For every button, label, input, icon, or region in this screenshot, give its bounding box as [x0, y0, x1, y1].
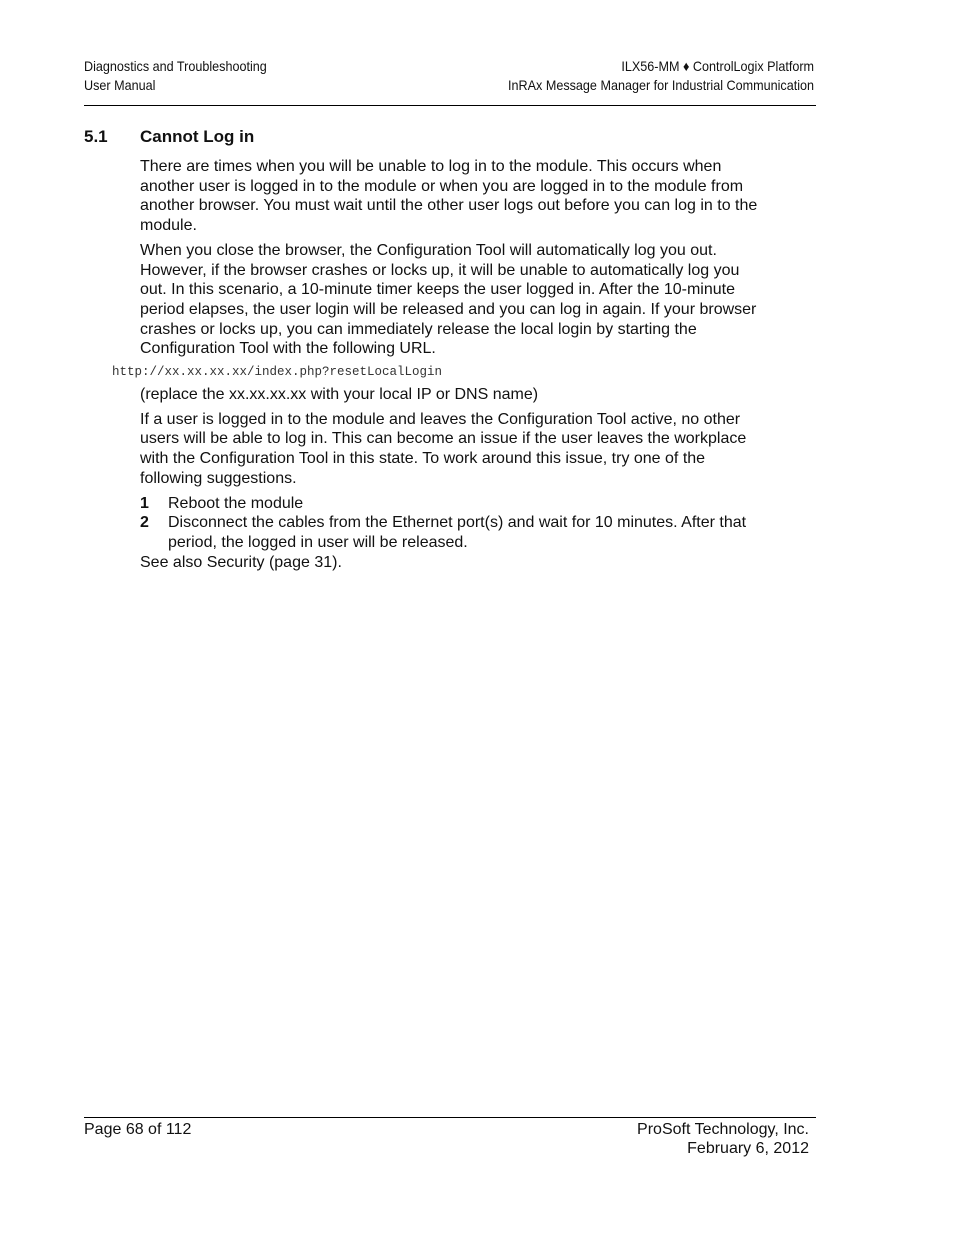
footer-divider [84, 1117, 816, 1118]
header-left [84, 57, 267, 95]
header-product-platform: ILX56-MM ♦ ControlLogix Platform [621, 58, 814, 74]
section-heading [84, 127, 254, 147]
body-block-bottom [140, 385, 760, 577]
step-number: 1 [140, 494, 149, 512]
section-number: 5.1 [84, 127, 108, 146]
paragraph-2: When you close the browser, the Configuration Tool will automatically log you out. However, if the browser crashes or locks up, it will be unable to automatically log you out. In this scenario, a 10-minute timer keeps the user logged in. After the 10-minute period elapses, the user login will be released and you can log in again. If your browser crashes or locks up, you can immediately release the local login by starting the Configuration Tool with the following URL. [140, 241, 757, 358]
step-item [140, 513, 760, 552]
footer-page-number: Page 68 of 112 [84, 1121, 192, 1138]
header-divider [84, 105, 816, 106]
footer-company: ProSoft Technology, Inc. [637, 1121, 809, 1138]
step-item [140, 494, 760, 514]
header-section-name: Diagnostics and Troubleshooting [84, 58, 267, 74]
paragraph-4: If a user is logged in to the module and leaves the Configuration Tool active, no other users will be able to log in. This can become an issue if the user leaves the workplace with the Configuration Tool in this state. To work around this issue, try one of the following suggestions. [140, 410, 747, 487]
footer-date: February 6, 2012 [687, 1140, 809, 1157]
see-also-text: See also Security (page 31). [140, 553, 342, 571]
step-text: Disconnect the cables from the Ethernet port(s) and wait for 10 minutes. After that period, the logged in user will be released. [168, 514, 747, 551]
header-product-name: InRAx Message Manager for Industrial Communication [507, 77, 814, 93]
paragraph-1: There are times when you will be unable to log in to the module. This occurs when another user is logged in to the module or when you are logged in to the module from another browser. You must wait until the other user logs out before you can log in to the module. [140, 158, 758, 235]
section-title: Cannot Log in [140, 127, 255, 146]
paragraph-3: (replace the xx.xx.xx.xx with your local IP or DNS name) [140, 386, 539, 403]
footer-right [637, 1120, 809, 1158]
header-manual-type: User Manual [84, 77, 156, 93]
step-number: 2 [140, 514, 149, 532]
reset-login-url: http://xx.xx.xx.xx/index.php?resetLocalLogin [112, 365, 443, 379]
body-block-top [140, 157, 760, 364]
header-right [508, 57, 814, 95]
step-text: Reboot the module [168, 494, 304, 512]
